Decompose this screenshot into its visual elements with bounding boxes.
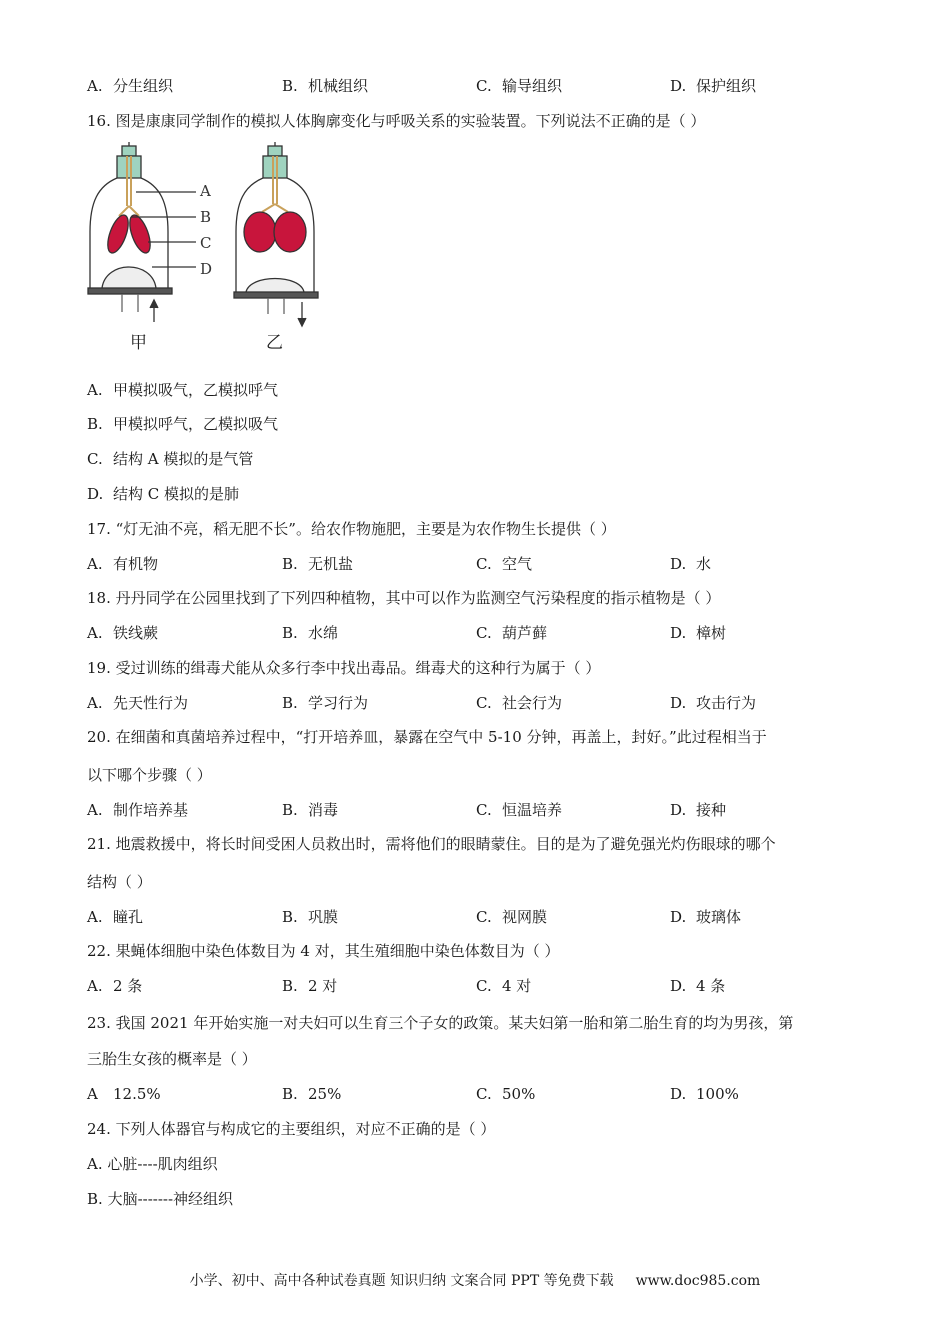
footer-text: 小学、初中、高中各种试卷真题 知识归纳 文案合同 PPT 等免费下载 [189, 1273, 614, 1289]
q17-option-c: C. 空气 [476, 555, 533, 573]
q15-option-c: C. 输导组织 [476, 77, 563, 95]
caption-jia: 甲 [130, 333, 147, 353]
q20-option-d: D. 接种 [670, 801, 727, 819]
q18-option-a: A. 铁线蕨 [87, 624, 159, 642]
label-c: C [200, 234, 212, 252]
q21-option-c: C. 视网膜 [476, 908, 548, 926]
q24-stem: 24. 下列人体器官与构成它的主要组织，对应不正确的是（ ） [87, 1120, 496, 1138]
bell-jar-figure [86, 142, 326, 361]
q16-option-d: D. 结构 C 模拟的是肺 [87, 485, 240, 503]
q23-stem-line2: 三胎生女孩的概率是（ ） [87, 1050, 257, 1068]
label-d: D [200, 260, 213, 278]
q23-option-a: A 12.5% [87, 1085, 161, 1103]
q16-option-c: C. 结构 A 模拟的是气管 [87, 450, 254, 468]
q15-option-b: B. 机械组织 [282, 77, 369, 95]
q20-option-a: A. 制作培养基 [87, 801, 189, 819]
q23-option-b: B. 25% [282, 1085, 342, 1103]
q21-stem-line2: 结构（ ） [87, 873, 152, 891]
q19-option-a: A. 先天性行为 [87, 694, 189, 712]
apparatus-jia [88, 142, 196, 322]
q18-option-d: D. 樟树 [670, 624, 727, 642]
q21-stem-line1: 21. 地震救援中，将长时间受困人员救出时，需将他们的眼睛蒙住。目的是为了避免强光灼伤眼球的哪个 [87, 835, 776, 853]
q22-option-a: A. 2 条 [87, 977, 143, 995]
q21-option-b: B. 巩膜 [282, 908, 339, 926]
footer-url: www.doc985.com [635, 1273, 761, 1289]
q19-option-c: C. 社会行为 [476, 694, 563, 712]
caption-yi: 乙 [266, 333, 283, 353]
q15-option-a: A. 分生组织 [87, 77, 174, 95]
q20-stem-line2: 以下哪个步骤（ ） [87, 766, 212, 784]
q22-stem: 22. 果蝇体细胞中染色体数目为 4 对，其生殖细胞中染色体数目为（ ） [87, 942, 560, 960]
q24-option-a: A. 心脏----肌肉组织 [87, 1155, 218, 1173]
q17-option-d: D. 水 [670, 555, 712, 573]
q22-option-d: D. 4 条 [670, 977, 726, 995]
q16-stem: 16. 图是康康同学制作的模拟人体胸廓变化与呼吸关系的实验装置。下列说法不正确的是（ ） [87, 112, 706, 130]
q16-option-a: A. 甲模拟吸气，乙模拟呼气 [87, 381, 279, 399]
q21-option-a: A. 瞳孔 [87, 908, 144, 926]
q23-option-c: C. 50% [476, 1085, 536, 1103]
q18-option-c: C. 葫芦藓 [476, 624, 548, 642]
q22-option-b: B. 2 对 [282, 977, 338, 995]
q24-option-b: B. 大脑-------神经组织 [87, 1190, 234, 1208]
q16-option-b: B. 甲模拟呼气，乙模拟吸气 [87, 415, 279, 433]
q21-option-d: D. 玻璃体 [670, 908, 742, 926]
q15-option-d: D. 保护组织 [670, 77, 757, 95]
q17-option-b: B. 无机盐 [282, 555, 354, 573]
q20-stem-line1: 20. 在细菌和真菌培养过程中，“打开培养皿，暴露在空气中 5-10 分钟，再盖上，封好。”此过程相当于 [87, 728, 767, 746]
q18-option-b: B. 水绵 [282, 624, 339, 642]
q17-stem: 17. “灯无油不亮，稻无肥不长”。给农作物施肥，主要是为农作物生长提供（ ） [87, 520, 616, 538]
q18-stem: 18. 丹丹同学在公园里找到了下列四种植物，其中可以作为监测空气污染程度的指示植物是（ ） [87, 589, 721, 607]
q22-option-c: C. 4 对 [476, 977, 532, 995]
page-footer [0, 1270, 950, 1290]
apparatus-yi [234, 142, 318, 326]
q23-stem-line1: 23. 我国 2021 年开始实施一对夫妇可以生育三个子女的政策。某夫妇第一胎和第二胎生育的均为男孩，第 [87, 1014, 794, 1032]
q20-option-b: B. 消毒 [282, 801, 339, 819]
q19-stem: 19. 受过训练的缉毒犬能从众多行李中找出毒品。缉毒犬的这种行为属于（ ） [87, 659, 601, 677]
label-a: A [200, 182, 211, 200]
q17-option-a: A. 有机物 [87, 555, 159, 573]
q19-option-d: D. 攻击行为 [670, 694, 757, 712]
q23-option-d: D. 100% [670, 1085, 739, 1103]
q20-option-c: C. 恒温培养 [476, 801, 563, 819]
q19-option-b: B. 学习行为 [282, 694, 369, 712]
label-b: B [200, 208, 212, 226]
